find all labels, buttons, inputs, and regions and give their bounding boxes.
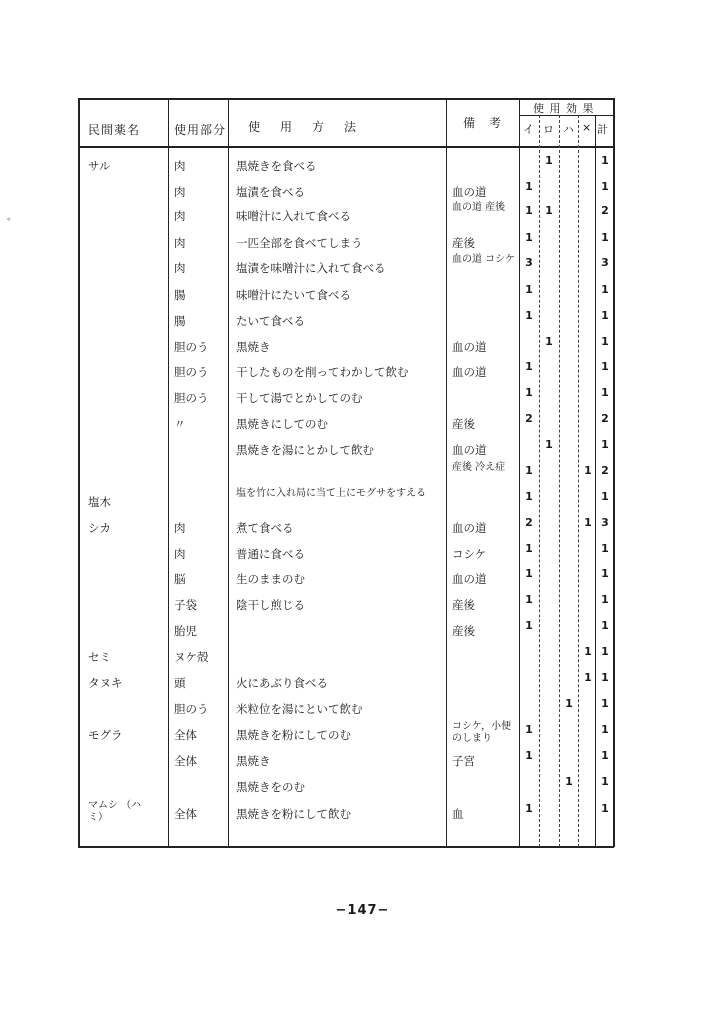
col-rule-3	[446, 98, 447, 847]
row-part: 腸	[174, 288, 186, 302]
row-method: 黒焼きをのむ	[236, 780, 305, 794]
row-method: 黒焼き	[236, 340, 271, 354]
effect-total-value: 1	[601, 723, 609, 736]
row-name: タヌキ	[88, 676, 123, 690]
effect-ro-value: 1	[545, 154, 553, 167]
effect-ro-value: 1	[545, 438, 553, 451]
row-part: 全体	[174, 807, 197, 821]
row-method: 黒焼きを粉にしてのむ	[236, 728, 351, 742]
row-part: ヌケ殻	[174, 650, 209, 664]
effect-total-value: 1	[601, 309, 609, 322]
row-note: 血の道	[452, 572, 487, 586]
row-part: 胆のう	[174, 365, 209, 379]
row-name: サル	[88, 159, 111, 173]
row-method: たいて食べる	[236, 314, 305, 328]
effect-i-value: 1	[525, 283, 533, 296]
effect-total-value: 2	[601, 204, 609, 217]
header-note: 備 考	[463, 116, 503, 130]
col-rule-1	[168, 98, 169, 847]
row-part: 胆のう	[174, 340, 209, 354]
header-effect-total: 計	[597, 123, 609, 136]
row-method: 火にあぶり食べる	[236, 676, 328, 690]
row-method: 黒焼きを食べる	[236, 159, 317, 173]
row-note: 血の道	[452, 185, 487, 199]
row-note: 産後 冷え症	[452, 462, 506, 473]
effect-i-value: 1	[525, 749, 533, 762]
remedy-table	[78, 98, 614, 847]
row-note: 血の道	[452, 340, 487, 354]
effect-i-value: 1	[525, 542, 533, 555]
row-name: マムシ （ハミ）	[88, 800, 142, 823]
header-bottom-rule	[78, 146, 614, 148]
effect-total-value: 1	[601, 567, 609, 580]
row-part: 肉	[174, 185, 186, 199]
row-note: 産後	[452, 417, 475, 431]
row-note: 血の道	[452, 365, 487, 379]
effect-x-value: 1	[584, 516, 592, 529]
effect-i-value: 1	[525, 567, 533, 580]
effect-total-value: 1	[601, 749, 609, 762]
effect-total-value: 3	[601, 256, 609, 269]
effect-x-value: 1	[584, 645, 592, 658]
table-right-border	[613, 98, 615, 847]
effect-total-value: 1	[601, 593, 609, 606]
row-note: 血の道	[452, 521, 487, 535]
effect-i-value: 1	[525, 180, 533, 193]
header-method: 使 用 方 法	[248, 120, 361, 134]
row-part: 脳	[174, 572, 186, 586]
page-number: −147−	[335, 903, 390, 918]
row-note: コシケ，小便のしまり	[452, 721, 512, 744]
effect-i-value: 1	[525, 723, 533, 736]
effect-total-value: 1	[601, 542, 609, 555]
row-method: 煮て食べる	[236, 521, 294, 535]
effect-total-value: 1	[601, 775, 609, 788]
row-note: 産後	[452, 236, 475, 250]
row-method: 陰干し煎じる	[236, 598, 305, 612]
effect-total-value: 1	[601, 283, 609, 296]
effect-col-rule-3	[578, 115, 579, 847]
row-note: 血の道	[452, 443, 487, 457]
table-bottom-border	[78, 846, 614, 848]
header-part: 使用部分	[174, 123, 227, 137]
row-name: シカ	[88, 521, 111, 535]
effect-total-value: 1	[601, 619, 609, 632]
header-effect-ro: ロ	[543, 123, 555, 136]
effect-i-value: 1	[525, 360, 533, 373]
effect-total-value: 2	[601, 412, 609, 425]
row-method: 塩漬を味噌汁に入れて食べる	[236, 261, 386, 275]
effect-i-value: 2	[525, 412, 533, 425]
header-effect-ha: ハ	[563, 123, 575, 136]
row-method: 塩漬を食べる	[236, 185, 305, 199]
effect-i-value: 1	[525, 231, 533, 244]
effect-total-value: 1	[601, 802, 609, 815]
effect-total-value: 1	[601, 490, 609, 503]
effect-ha-value: 1	[565, 697, 573, 710]
effect-total-value: 1	[601, 180, 609, 193]
effect-total-value: 1	[601, 386, 609, 399]
row-part: 全体	[174, 754, 197, 768]
row-method: 味噌汁にたいて食べる	[236, 288, 351, 302]
effect-i-value: 2	[525, 516, 533, 529]
row-name: セミ	[88, 650, 111, 664]
row-method: 黒焼きを粉にして飲む	[236, 807, 351, 821]
row-part: 腸	[174, 314, 186, 328]
col-rule-2	[228, 98, 229, 847]
row-part: 全体	[174, 728, 197, 742]
effect-ha-value: 1	[565, 775, 573, 788]
row-part: 肉	[174, 261, 186, 275]
effect-total-value: 1	[601, 335, 609, 348]
effect-ro-value: 1	[545, 335, 553, 348]
header-effect: 使 用 効 果	[533, 102, 595, 115]
effect-total-value: 1	[601, 154, 609, 167]
row-note: 産後	[452, 598, 475, 612]
row-part: 胎児	[174, 624, 197, 638]
row-method: 黒焼きを湯にとかして飲む	[236, 443, 374, 457]
row-part: 肉	[174, 521, 186, 535]
row-method: 一匹全部を食べてしまう	[236, 236, 363, 250]
row-method: 干して湯でとかしてのむ	[236, 391, 363, 405]
effect-total-value: 1	[601, 697, 609, 710]
row-note: コシケ	[452, 547, 487, 561]
effect-total-value: 1	[601, 645, 609, 658]
row-note: 血	[452, 807, 464, 821]
effect-col-rule-1	[539, 115, 540, 847]
row-method: 黒焼き	[236, 754, 271, 768]
effect-total-rule	[595, 115, 596, 847]
effect-total-value: 1	[601, 438, 609, 451]
effect-i-value: 1	[525, 309, 533, 322]
row-method: 塩を竹に入れ局に当て上にモグサをすえる	[236, 488, 426, 499]
effect-total-value: 1	[601, 231, 609, 244]
effect-i-value: 1	[525, 386, 533, 399]
header-name: 民間薬名	[88, 123, 141, 137]
row-part: 肉	[174, 547, 186, 561]
effect-i-value: 1	[525, 802, 533, 815]
row-part: 肉	[174, 209, 186, 223]
row-part: 肉	[174, 159, 186, 173]
effect-total-value: 1	[601, 671, 609, 684]
effect-i-value: 1	[525, 204, 533, 217]
effect-total-value: 3	[601, 516, 609, 529]
row-part: 子袋	[174, 598, 197, 612]
row-method: 味噌汁に入れて食べる	[236, 209, 351, 223]
row-part: 頭	[174, 676, 186, 690]
row-method: 生のままのむ	[236, 572, 305, 586]
row-method: 普通に食べる	[236, 547, 305, 561]
effect-total-value: 2	[601, 464, 609, 477]
row-part: 胆のう	[174, 702, 209, 716]
row-note: 血の道 産後	[452, 202, 506, 213]
header-effect-x: ×	[582, 121, 593, 134]
effect-i-value: 1	[525, 593, 533, 606]
row-name: モグラ	[88, 728, 123, 742]
row-note: 血の道 コシケ	[452, 254, 515, 265]
effect-ro-value: 1	[545, 204, 553, 217]
row-method: 黒焼きにしてのむ	[236, 417, 328, 431]
effect-i-value: 1	[525, 464, 533, 477]
row-method: 干したものを削ってわかして飲む	[236, 365, 409, 379]
scan-speck: ∘	[6, 215, 12, 225]
header-effect-i: イ	[523, 123, 535, 136]
table-left-border	[78, 98, 80, 847]
effect-x-value: 1	[584, 671, 592, 684]
row-note: 子宮	[452, 754, 475, 768]
effect-total-value: 1	[601, 360, 609, 373]
row-name: 塩木	[88, 495, 111, 509]
effect-i-value: 1	[525, 490, 533, 503]
effect-i-value: 3	[525, 256, 533, 269]
effect-i-value: 1	[525, 619, 533, 632]
effect-col-rule-2	[559, 115, 560, 847]
row-part: 〃	[174, 417, 186, 431]
row-part: 肉	[174, 236, 186, 250]
effect-x-value: 1	[584, 464, 592, 477]
row-part: 胆のう	[174, 391, 209, 405]
col-rule-4	[519, 98, 520, 847]
row-method: 米粒位を湯にといて飲む	[236, 702, 363, 716]
row-note: 産後	[452, 624, 475, 638]
